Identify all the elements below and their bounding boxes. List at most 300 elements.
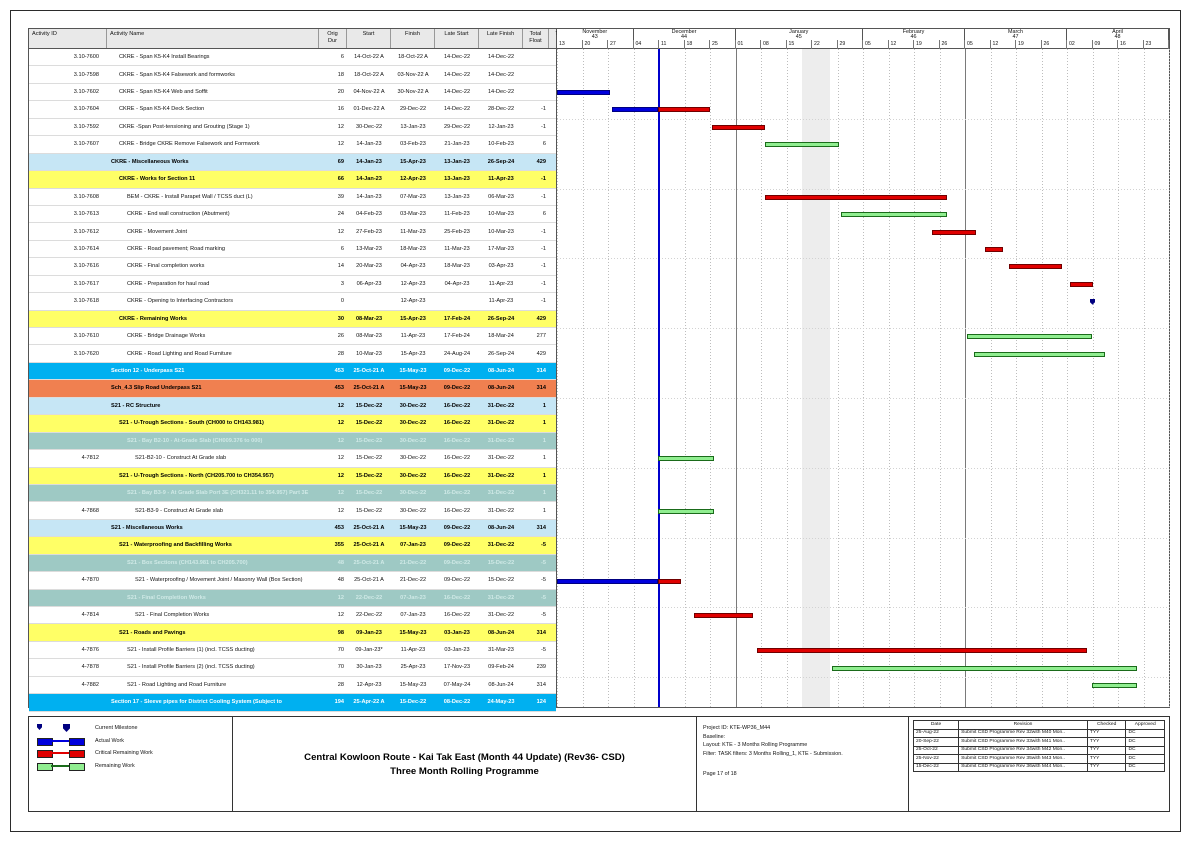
cell-total-float: -1 <box>541 193 546 200</box>
revision-cell: Submit CSD Programme Rev 35with M43 Mon.. <box>959 755 1088 764</box>
cell-late-finish: 08-Jun-24 <box>487 524 515 531</box>
legend-bar-end <box>69 763 85 771</box>
cell-activity-id: 3.10-7616 <box>73 263 99 270</box>
timescale-week-tick: 26 <box>940 40 966 49</box>
cell-orig-dur: 98 <box>337 629 344 636</box>
table-row[interactable] <box>29 66 556 83</box>
cell-total-float: -1 <box>541 263 546 270</box>
table-row[interactable] <box>29 84 556 101</box>
table-row[interactable] <box>29 328 556 345</box>
gantt-bar-rem[interactable] <box>832 666 1137 671</box>
table-row[interactable] <box>29 380 556 397</box>
timescale-week-tick: 22 <box>812 40 838 49</box>
column-header-activity-name[interactable]: Activity Name <box>107 29 319 48</box>
cell-finish: 30-Dec-22 <box>399 490 427 497</box>
timescale-month <box>736 29 864 40</box>
cell-late-start: 17-Feb-24 <box>443 315 471 322</box>
timescale-week-tick: 01 <box>736 40 762 49</box>
gantt-row-gridline <box>557 328 1169 329</box>
cell-late-start: 03-Jan-23 <box>444 629 470 636</box>
timescale-week-tick: 23 <box>1144 40 1170 49</box>
cell-start: 15-Dec-22 <box>355 437 383 444</box>
cell-orig-dur: 194 <box>334 699 344 706</box>
timescale-month <box>965 29 1067 40</box>
cell-late-start: 29-Dec-22 <box>443 123 471 130</box>
cell-late-finish: 31-Dec-22 <box>487 507 515 514</box>
cell-total-float: 314 <box>536 524 546 531</box>
cell-late-start: 17-Feb-24 <box>444 333 470 340</box>
table-row[interactable] <box>29 311 556 328</box>
cell-finish: 07-Jan-23 <box>400 594 426 601</box>
cell-finish: 15-May-23 <box>399 385 427 392</box>
table-row[interactable] <box>29 189 556 206</box>
cell-finish: 15-May-23 <box>399 524 427 531</box>
month-label: April <box>1112 28 1123 35</box>
cell-finish: 30-Nov-22 A <box>397 89 429 96</box>
revision-cell: DC <box>1126 755 1165 764</box>
gantt-bar-crit[interactable] <box>757 648 1087 653</box>
cell-finish: 12-Apr-23 <box>400 280 426 287</box>
cell-late-finish: 31-Dec-22 <box>487 542 515 549</box>
cell-late-start: 16-Dec-22 <box>443 594 471 601</box>
legend-item <box>37 748 224 758</box>
gantt-row-gridline <box>557 258 1169 259</box>
cell-activity-name: CKRE - Opening to Interfacing Contractors <box>127 298 234 305</box>
cell-activity-name: CKRE - Miscellaneous Works <box>111 158 189 165</box>
cell-late-start: 17-Nov-23 <box>443 664 471 671</box>
table-row[interactable] <box>29 276 556 293</box>
cell-late-start: 18-Mar-23 <box>444 263 470 270</box>
layout-text: Layout: KTE - 3 Months Rolling Programme <box>703 742 808 748</box>
gantt-bar-rem[interactable] <box>1092 683 1137 688</box>
revision-cell: TYY <box>1087 729 1126 738</box>
table-row[interactable] <box>29 555 556 572</box>
cell-start: 15-Dec-22 <box>355 507 383 514</box>
table-row[interactable] <box>29 642 556 659</box>
cell-total-float: 1 <box>542 490 546 497</box>
cell-orig-dur: 14 <box>337 263 344 270</box>
cell-start: 08-Mar-23 <box>355 315 383 322</box>
gantt-bar-actual[interactable] <box>557 90 610 95</box>
cell-activity-name: S21-B3-9 - Construct At Grade slab <box>135 507 223 514</box>
cell-orig-dur: 453 <box>334 385 344 392</box>
gantt-bar-rem[interactable] <box>658 509 714 514</box>
revision-cell: DC <box>1126 729 1165 738</box>
gantt-milestone-marker[interactable] <box>1090 299 1095 305</box>
cell-finish: 11-Apr-23 <box>400 647 426 654</box>
cell-late-start: 13-Jan-23 <box>444 158 470 165</box>
cell-late-finish: 18-Mar-24 <box>488 333 514 340</box>
cell-late-finish: 10-Feb-23 <box>488 141 514 148</box>
cell-start: 10-Mar-23 <box>356 350 382 357</box>
milestone-icon <box>37 724 42 730</box>
cell-finish: 03-Feb-23 <box>400 141 426 148</box>
cell-start: 15-Dec-22 <box>355 472 383 479</box>
filter-text: Filter: TASK filters: 3 Months Rolling_1, KTE - Submission. <box>703 750 843 757</box>
legend-symbol <box>37 737 91 745</box>
table-row[interactable] <box>29 450 556 467</box>
cell-activity-name: CKRE - Road Lighting and Road Furniture <box>127 350 232 357</box>
cell-activity-name: Sch_4.3 Slip Road Underpass S21 <box>111 385 202 392</box>
cell-late-finish: 31-Dec-22 <box>487 455 515 462</box>
cell-activity-name: CKRE - Bridge Drainage Works <box>127 333 206 340</box>
cell-activity-name: CKRE - Bridge CKRE Remove Falsework and Formwork <box>119 141 260 148</box>
table-row[interactable] <box>29 502 556 519</box>
legend-label: Actual Work <box>95 737 124 744</box>
cell-activity-name: S21 - Box Sections (CH143.981 to CH205.700) <box>127 559 248 566</box>
cell-late-finish: 08-Jun-24 <box>487 368 515 375</box>
timescale-week-tick: 19 <box>1016 40 1042 49</box>
cell-activity-name: S21 - Bay B2-10 - At-Grade Slab (CH009.376 to 000) <box>127 437 263 444</box>
cell-finish: 15-May-23 <box>399 368 427 375</box>
cell-late-start: 09-Dec-22 <box>443 559 471 566</box>
table-row[interactable] <box>29 659 556 676</box>
cell-late-start: 09-Dec-22 <box>443 542 471 549</box>
cell-late-finish: 31-Dec-22 <box>487 420 515 427</box>
cell-orig-dur: 12 <box>337 228 344 235</box>
cell-activity-name: S21 - Bay B3-9 - At Grade Slab Port 3E (CH321.11 to 354.957) Part 3E <box>127 490 309 497</box>
timescale-month <box>1067 29 1169 40</box>
cell-start: 12-Apr-23 <box>356 681 382 688</box>
month-week-number: 45 <box>795 34 802 41</box>
cell-start: 25-Oct-21 A <box>354 577 384 584</box>
cell-late-start: 16-Dec-22 <box>443 402 471 409</box>
cell-late-finish: 08-Jun-24 <box>488 681 514 688</box>
gantt-row-gridline <box>557 398 1169 399</box>
gantt-bar-crit[interactable] <box>1009 264 1062 269</box>
table-row[interactable] <box>29 223 556 240</box>
cell-activity-id: 3.10-7608 <box>73 193 99 200</box>
cell-late-finish: 26-Sep-24 <box>487 315 515 322</box>
cell-activity-name: CKRE - Remaining Works <box>119 315 187 322</box>
column-header-total-float[interactable]: Total Float <box>523 29 549 48</box>
cell-late-start: 11-Feb-23 <box>444 211 470 218</box>
cell-total-float: -5 <box>541 612 546 619</box>
cell-activity-name: CKRE - Span K5-K4 Deck Section <box>119 106 205 113</box>
cell-late-start: 24-Aug-24 <box>443 350 471 357</box>
cell-finish: 15-May-23 <box>399 681 427 688</box>
cell-finish: 13-Jan-23 <box>400 123 426 130</box>
cell-orig-dur: 12 <box>337 420 344 427</box>
cell-activity-name: S21 - Roads and Pavings <box>119 629 186 636</box>
timescale-week-tick: 20 <box>583 40 609 49</box>
timescale-week-tick: 18 <box>685 40 711 49</box>
gantt-bar-crit[interactable] <box>658 107 710 112</box>
cell-start: 06-Apr-23 <box>356 280 382 287</box>
cell-late-finish: 14-Dec-22 <box>487 54 515 61</box>
cell-activity-name: CKRE - Span K5-K4 Install Bearings <box>119 54 210 61</box>
table-row[interactable] <box>29 468 556 485</box>
cell-late-finish: 03-Apr-23 <box>488 263 514 270</box>
cell-orig-dur: 12 <box>337 402 344 409</box>
cell-orig-dur: 12 <box>337 490 344 497</box>
cell-orig-dur: 12 <box>337 437 344 444</box>
cell-total-float: -5 <box>541 577 546 584</box>
table-row[interactable] <box>29 398 556 415</box>
gantt-canvas[interactable] <box>557 49 1169 707</box>
column-header-finish[interactable]: Finish <box>391 29 435 48</box>
gantt-gridline <box>1169 49 1170 707</box>
table-row[interactable] <box>29 136 556 153</box>
cell-orig-dur: 70 <box>337 647 344 654</box>
cell-finish: 18-Oct-22 A <box>398 54 428 61</box>
gantt-pane <box>557 29 1169 707</box>
month-week-number: 47 <box>1012 34 1019 41</box>
cell-start: 22-Dec-22 <box>355 594 383 601</box>
gantt-bar-crit[interactable] <box>712 125 765 130</box>
month-week-number: 44 <box>681 34 687 41</box>
cell-total-float: 277 <box>536 333 546 340</box>
timescale-week-tick: 09 <box>1093 40 1119 49</box>
revision-row <box>914 738 1165 747</box>
gantt-bar-actual[interactable] <box>612 107 658 112</box>
revision-cell: TYY <box>1087 763 1126 772</box>
cell-finish: 11-Mar-23 <box>400 228 426 235</box>
cell-late-finish: 06-Mar-23 <box>488 193 514 200</box>
gantt-row-gridline <box>557 468 1169 469</box>
cell-activity-id: 3.10-7617 <box>73 280 99 287</box>
cell-late-finish: 31-Mar-23 <box>488 647 514 654</box>
column-header-activity-id[interactable]: Activity ID <box>29 29 107 48</box>
cell-orig-dur: 453 <box>334 524 344 531</box>
month-label: December <box>671 28 697 35</box>
revision-cell: TYY <box>1087 738 1126 747</box>
milestone-icon <box>63 724 70 732</box>
cell-orig-dur: 26 <box>337 333 344 340</box>
cell-total-float: 1 <box>542 507 546 514</box>
cell-late-finish: 11-Apr-23 <box>488 280 514 287</box>
cell-finish: 15-May-23 <box>399 629 427 636</box>
cell-start: 25-Apr-22 A <box>353 699 385 706</box>
cell-start: 30-Dec-22 <box>355 123 383 130</box>
cell-late-finish: 31-Dec-22 <box>487 594 515 601</box>
table-row[interactable] <box>29 677 556 694</box>
table-row[interactable] <box>29 537 556 554</box>
cell-late-finish: 15-Dec-22 <box>487 559 515 566</box>
cell-total-float: 429 <box>536 350 546 357</box>
cell-late-start: 09-Dec-22 <box>443 577 471 584</box>
cell-orig-dur: 12 <box>337 594 344 601</box>
timescale-week-tick: 27 <box>608 40 634 49</box>
revision-table-body <box>914 729 1165 772</box>
cell-total-float: 1 <box>542 420 546 427</box>
table-row[interactable] <box>29 171 556 188</box>
cell-activity-id: 3.10-7607 <box>73 141 99 148</box>
table-row[interactable] <box>29 363 556 380</box>
cell-finish: 15-Apr-23 <box>400 158 426 165</box>
cell-orig-dur: 12 <box>337 455 344 462</box>
timescale-week-tick: 08 <box>761 40 787 49</box>
gantt-bar-rem[interactable] <box>658 456 714 461</box>
legend-item <box>37 736 224 746</box>
table-row[interactable] <box>29 485 556 502</box>
month-week-number: 46 <box>910 34 917 41</box>
gantt-bar-rem[interactable] <box>967 334 1092 339</box>
cell-total-float: 124 <box>536 699 546 706</box>
cell-total-float: -1 <box>541 280 546 287</box>
cell-total-float: 6 <box>542 141 546 148</box>
timescale-week-tick: 05 <box>863 40 889 49</box>
timescale-week-tick: 02 <box>1067 40 1093 49</box>
cell-orig-dur: 355 <box>334 542 344 549</box>
gantt-sheet <box>28 28 1170 708</box>
cell-late-finish: 28-Dec-22 <box>487 106 515 113</box>
cell-activity-name: CKRE - Movement Joint <box>127 228 187 235</box>
cell-late-finish: 26-Sep-24 <box>487 158 515 165</box>
cell-finish: 11-Apr-23 <box>400 333 426 340</box>
cell-activity-name: BEM - CKRE - Install Parapet Wall / TCSS duct (L) <box>127 193 253 200</box>
table-row[interactable] <box>29 154 556 171</box>
cell-activity-name: S21 - RC Structure <box>111 402 161 409</box>
cell-late-finish: 31-Dec-22 <box>487 612 515 619</box>
legend-label: Critical Remaining Work <box>95 750 153 756</box>
cell-finish: 30-Dec-22 <box>399 420 427 427</box>
cell-orig-dur: 12 <box>337 612 344 619</box>
cell-finish: 30-Dec-22 <box>399 402 427 409</box>
gantt-bar-rem[interactable] <box>841 212 947 217</box>
cell-total-float: 314 <box>536 368 546 375</box>
cell-finish: 07-Jan-23 <box>400 542 426 549</box>
column-header-orig-dur[interactable]: Orig Dur <box>319 29 347 48</box>
gantt-row-gridline <box>557 677 1169 678</box>
table-row[interactable] <box>29 49 556 66</box>
gantt-bar-crit[interactable] <box>765 195 947 200</box>
month-label: January <box>789 28 809 35</box>
cell-late-start: 13-Jan-23 <box>444 176 470 183</box>
cell-late-finish: 31-Dec-22 <box>487 437 515 444</box>
table-row[interactable] <box>29 520 556 537</box>
cell-activity-id: 4-7876 <box>81 647 99 654</box>
gantt-bar-crit[interactable] <box>694 613 753 618</box>
revision-cell: DC <box>1126 763 1165 772</box>
gantt-bar-crit[interactable] <box>658 579 681 584</box>
gantt-bar-crit[interactable] <box>932 230 976 235</box>
cell-activity-id: 3.10-7598 <box>73 71 99 78</box>
table-row[interactable] <box>29 415 556 432</box>
cell-orig-dur: 70 <box>337 664 344 671</box>
revision-table-header <box>914 721 1165 730</box>
cell-late-start: 16-Dec-22 <box>443 472 471 479</box>
cell-activity-name: S21 - Waterproofing and Backfilling Works <box>119 542 232 549</box>
gantt-bar-crit[interactable] <box>985 247 1003 252</box>
timescale-week-tick: 12 <box>991 40 1017 49</box>
gantt-row-gridline <box>557 189 1169 190</box>
gantt-bar-crit[interactable] <box>1070 282 1093 287</box>
revision-cell: DC <box>1126 738 1165 747</box>
cell-orig-dur: 12 <box>337 123 344 130</box>
gantt-bar-actual[interactable] <box>557 579 658 584</box>
data-date-line <box>658 49 660 707</box>
table-row[interactable] <box>29 694 556 711</box>
cell-finish: 18-Mar-23 <box>400 245 426 252</box>
column-header-start[interactable]: Start <box>347 29 391 48</box>
cell-activity-id: 3.10-7618 <box>73 298 99 305</box>
column-header-late-finish[interactable]: Late Finish <box>479 29 523 48</box>
column-header-late-start[interactable]: Late Start <box>435 29 479 48</box>
cell-late-start: 09-Dec-22 <box>443 385 471 392</box>
cell-finish: 15-Dec-22 <box>399 699 427 706</box>
cell-orig-dur: 6 <box>340 245 344 252</box>
revision-cell: TYY <box>1087 755 1126 764</box>
gantt-bar-rem[interactable] <box>974 352 1105 357</box>
cell-orig-dur: 66 <box>337 176 344 183</box>
cell-total-float: 314 <box>536 385 546 392</box>
cell-finish: 29-Dec-22 <box>399 106 427 113</box>
table-row[interactable] <box>29 345 556 362</box>
cell-start: 14-Oct-22 A <box>354 54 384 61</box>
revision-row <box>914 746 1165 755</box>
cell-late-start: 11-Mar-23 <box>444 245 470 252</box>
timescale-week-tick: 15 <box>787 40 813 49</box>
cell-activity-name: CKRE -Span Post-tensioning and Grouting (Stage 1) <box>119 123 250 130</box>
cell-activity-name: S21 - Final Completion Works <box>127 594 206 601</box>
cell-late-start: 14-Dec-22 <box>443 106 471 113</box>
table-row[interactable] <box>29 293 556 310</box>
cell-activity-name: CKRE - Preparation for haul road <box>127 280 210 287</box>
cell-activity-id: 3.10-7592 <box>73 123 99 130</box>
cell-activity-id: 3.10-7614 <box>73 245 99 252</box>
table-row[interactable] <box>29 572 556 589</box>
drawing-title <box>233 717 697 811</box>
cell-orig-dur: 12 <box>337 141 344 148</box>
cell-total-float: 429 <box>536 158 546 165</box>
timescale-week-tick: 12 <box>889 40 915 49</box>
table-row[interactable] <box>29 607 556 624</box>
revision-column-header: Checked <box>1087 721 1126 730</box>
table-row[interactable] <box>29 206 556 223</box>
cell-start: 09-Jan-23* <box>355 647 383 654</box>
table-row[interactable] <box>29 258 556 275</box>
cell-activity-name: S21 - U-Trough Sections - North (CH205.700 to CH354.957) <box>119 472 274 479</box>
legend-bar-end <box>69 738 85 746</box>
cell-finish: 25-Apr-23 <box>400 664 426 671</box>
revision-table <box>913 720 1165 772</box>
cell-orig-dur: 39 <box>337 193 344 200</box>
legend-label: Current Milestone <box>95 725 138 731</box>
cell-total-float: -1 <box>541 106 546 113</box>
table-row[interactable] <box>29 241 556 258</box>
table-row[interactable] <box>29 590 556 607</box>
table-row[interactable] <box>29 119 556 136</box>
cell-finish: 04-Apr-23 <box>400 263 426 270</box>
cell-orig-dur: 6 <box>340 54 344 61</box>
table-row[interactable] <box>29 101 556 118</box>
cell-start: 13-Mar-23 <box>356 245 382 252</box>
legend <box>29 717 233 811</box>
revision-cell: Submit CSD Programme Rev 36with M44 Mon.. <box>959 763 1088 772</box>
cell-total-float: -5 <box>541 647 546 654</box>
cell-late-finish: 09-Feb-24 <box>488 664 514 671</box>
timescale-week-tick: 11 <box>659 40 685 49</box>
cell-start: 09-Jan-23 <box>356 629 382 636</box>
month-label: November <box>582 28 608 35</box>
table-row[interactable] <box>29 433 556 450</box>
cell-finish: 30-Dec-22 <box>399 472 427 479</box>
cell-finish: 30-Dec-22 <box>399 455 427 462</box>
cell-late-finish: 10-Mar-23 <box>488 211 514 218</box>
revision-cell: DC <box>1126 746 1165 755</box>
cell-start: 18-Oct-22 A <box>354 71 384 78</box>
gantt-bar-rem[interactable] <box>765 142 839 147</box>
revision-cell: Submit CSD Programme Rev 32with M40 Mon.. <box>959 729 1088 738</box>
cell-total-float: 6 <box>542 211 546 218</box>
cell-activity-name: CKRE - End wall construction (Abutment) <box>127 211 230 218</box>
cell-activity-id: 3.10-7610 <box>73 333 99 340</box>
cell-total-float: -1 <box>541 228 546 235</box>
timescale-week-tick: 19 <box>914 40 940 49</box>
table-row[interactable] <box>29 624 556 641</box>
cell-late-start: 09-Dec-22 <box>443 368 471 375</box>
